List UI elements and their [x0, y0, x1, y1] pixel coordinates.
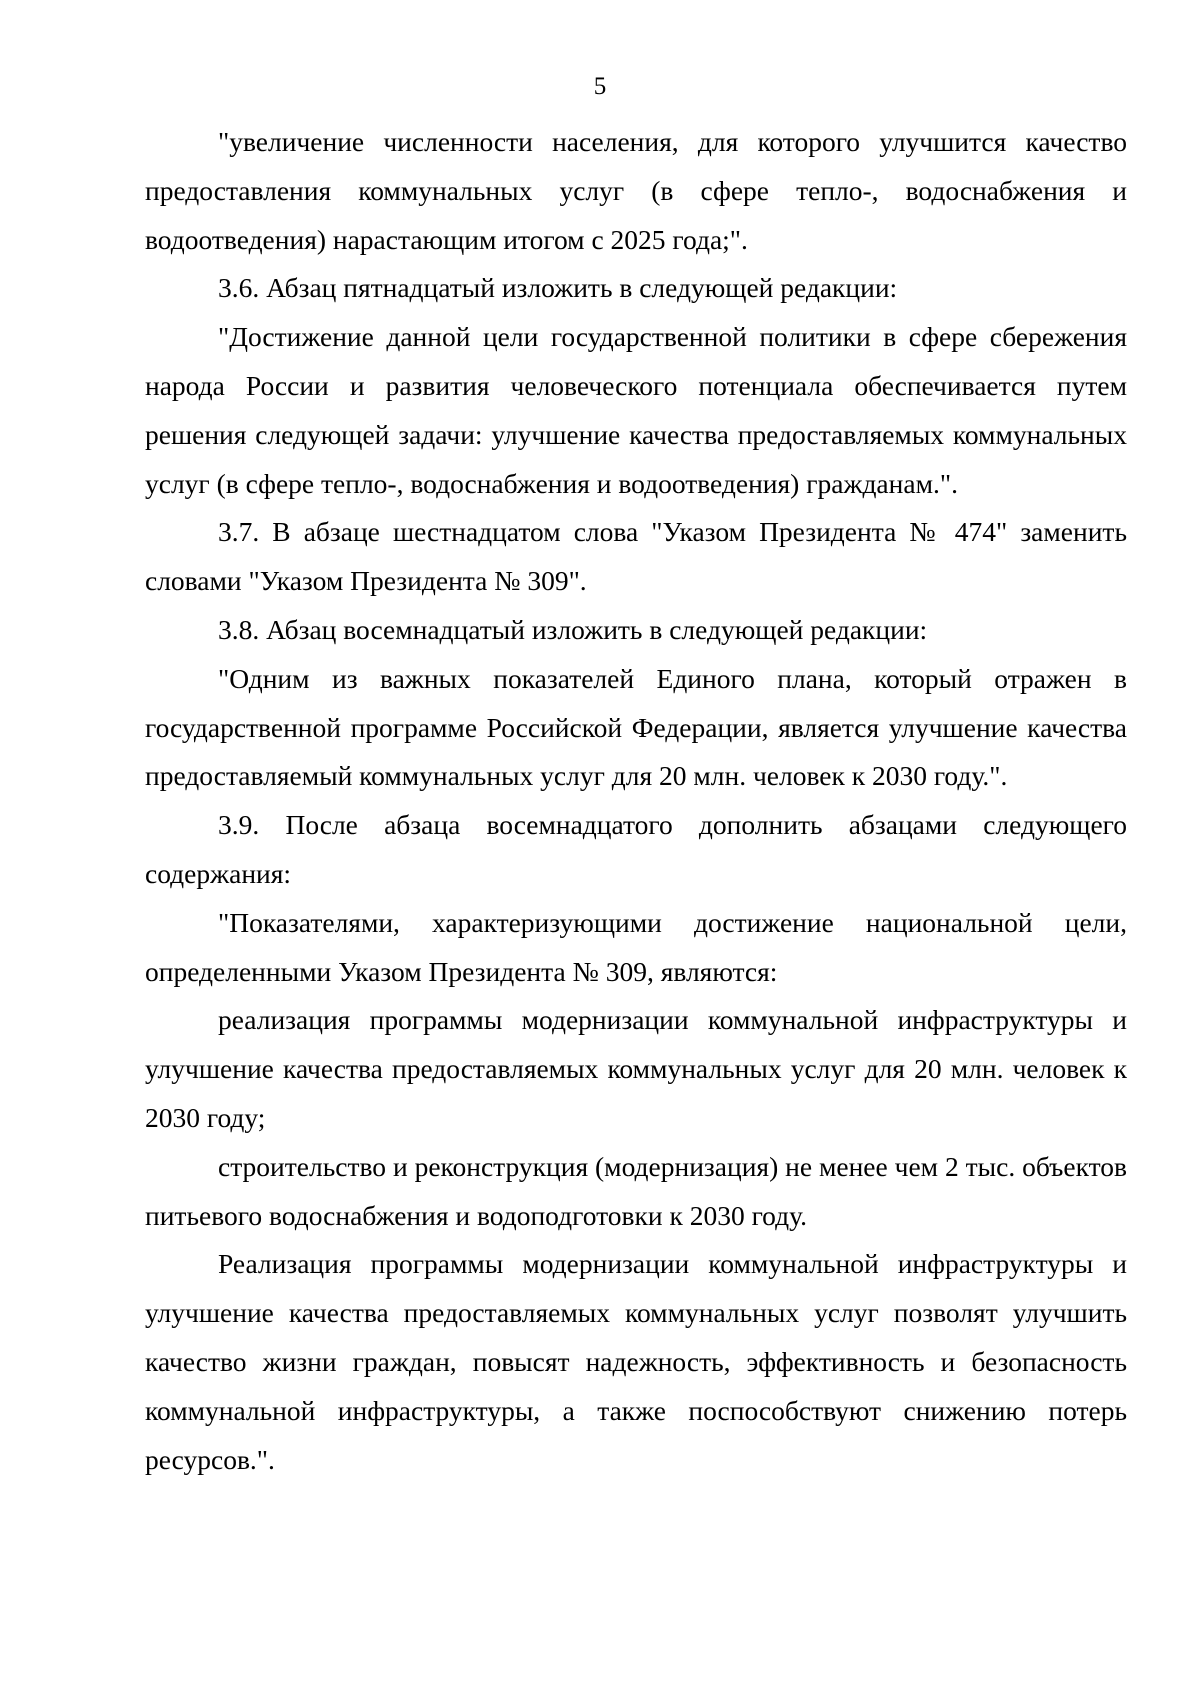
paragraph-item-3-8: 3.8. Абзац восемнадцатый изложить в следующей редакции: — [218, 613, 928, 645]
paragraph-goal-achievement: "Достижение данной цели государственной политики в сфере сбережения народа России и развития человеческого потенциала обеспечивается путем решения следующей задачи: улучшение качества предоставляемых коммунальных услуг (в сфере тепло-, водоснабжения и водоотведения) гражданам.". — [145, 321, 1127, 499]
document-body — [145, 118, 1127, 1484]
paragraph-population-indicator: "увеличение численности населения, для которого улучшится качество предоставления коммунальных услуг (в сфере тепло-, водоснабжения и водоотведения) нарастающим итогом с 2025 года;". — [145, 126, 1127, 255]
paragraph-indicators-intro: "Показателями, характеризующими достижение национальной цели, определенными Указом Президента № 309, являются: — [145, 906, 1127, 987]
paragraph-unified-plan-indicator: "Одним из важных показателей Единого плана, который отражен в государственной программе Российской Федерации, является улучшение качества предоставляемый коммунальных услуг для 20 млн. человек к 2030 году.". — [145, 662, 1127, 792]
paragraph-water-supply-construction: строительство и реконструкция (модернизация) не менее чем 2 тыс. объектов питьевого водоснабжения и водоподготовки к 2030 году. — [145, 1150, 1127, 1231]
paragraph-modernization-program: реализация программы модернизации коммунальной инфраструктуры и улучшение качества предоставляемых коммунальных услуг для 20 млн. человек к 2030 году; — [145, 1004, 1127, 1133]
paragraph-item-3-9: 3.9. После абзаца восемнадцатого дополнить абзацами следующего содержания: — [145, 809, 1127, 889]
paragraph-item-3-7: 3.7. В абзаце шестнадцатом слова "Указом Президента № 474" заменить словами "Указом Президента № 309". — [145, 516, 1127, 597]
page-number: 5 — [593, 73, 607, 100]
paragraph-item-3-6: 3.6. Абзац пятнадцатый изложить в следующей редакции: — [218, 272, 898, 304]
paragraph-program-benefits: Реализация программы модернизации коммунальной инфраструктуры и улучшение качества предоставляемых коммунальных услуг позволят улучшить качество жизни граждан, повысят надежность, эффективность и безопасность коммунальной инфраструктуры, а также поспособствуют снижению потерь ресурсов.". — [145, 1248, 1127, 1475]
